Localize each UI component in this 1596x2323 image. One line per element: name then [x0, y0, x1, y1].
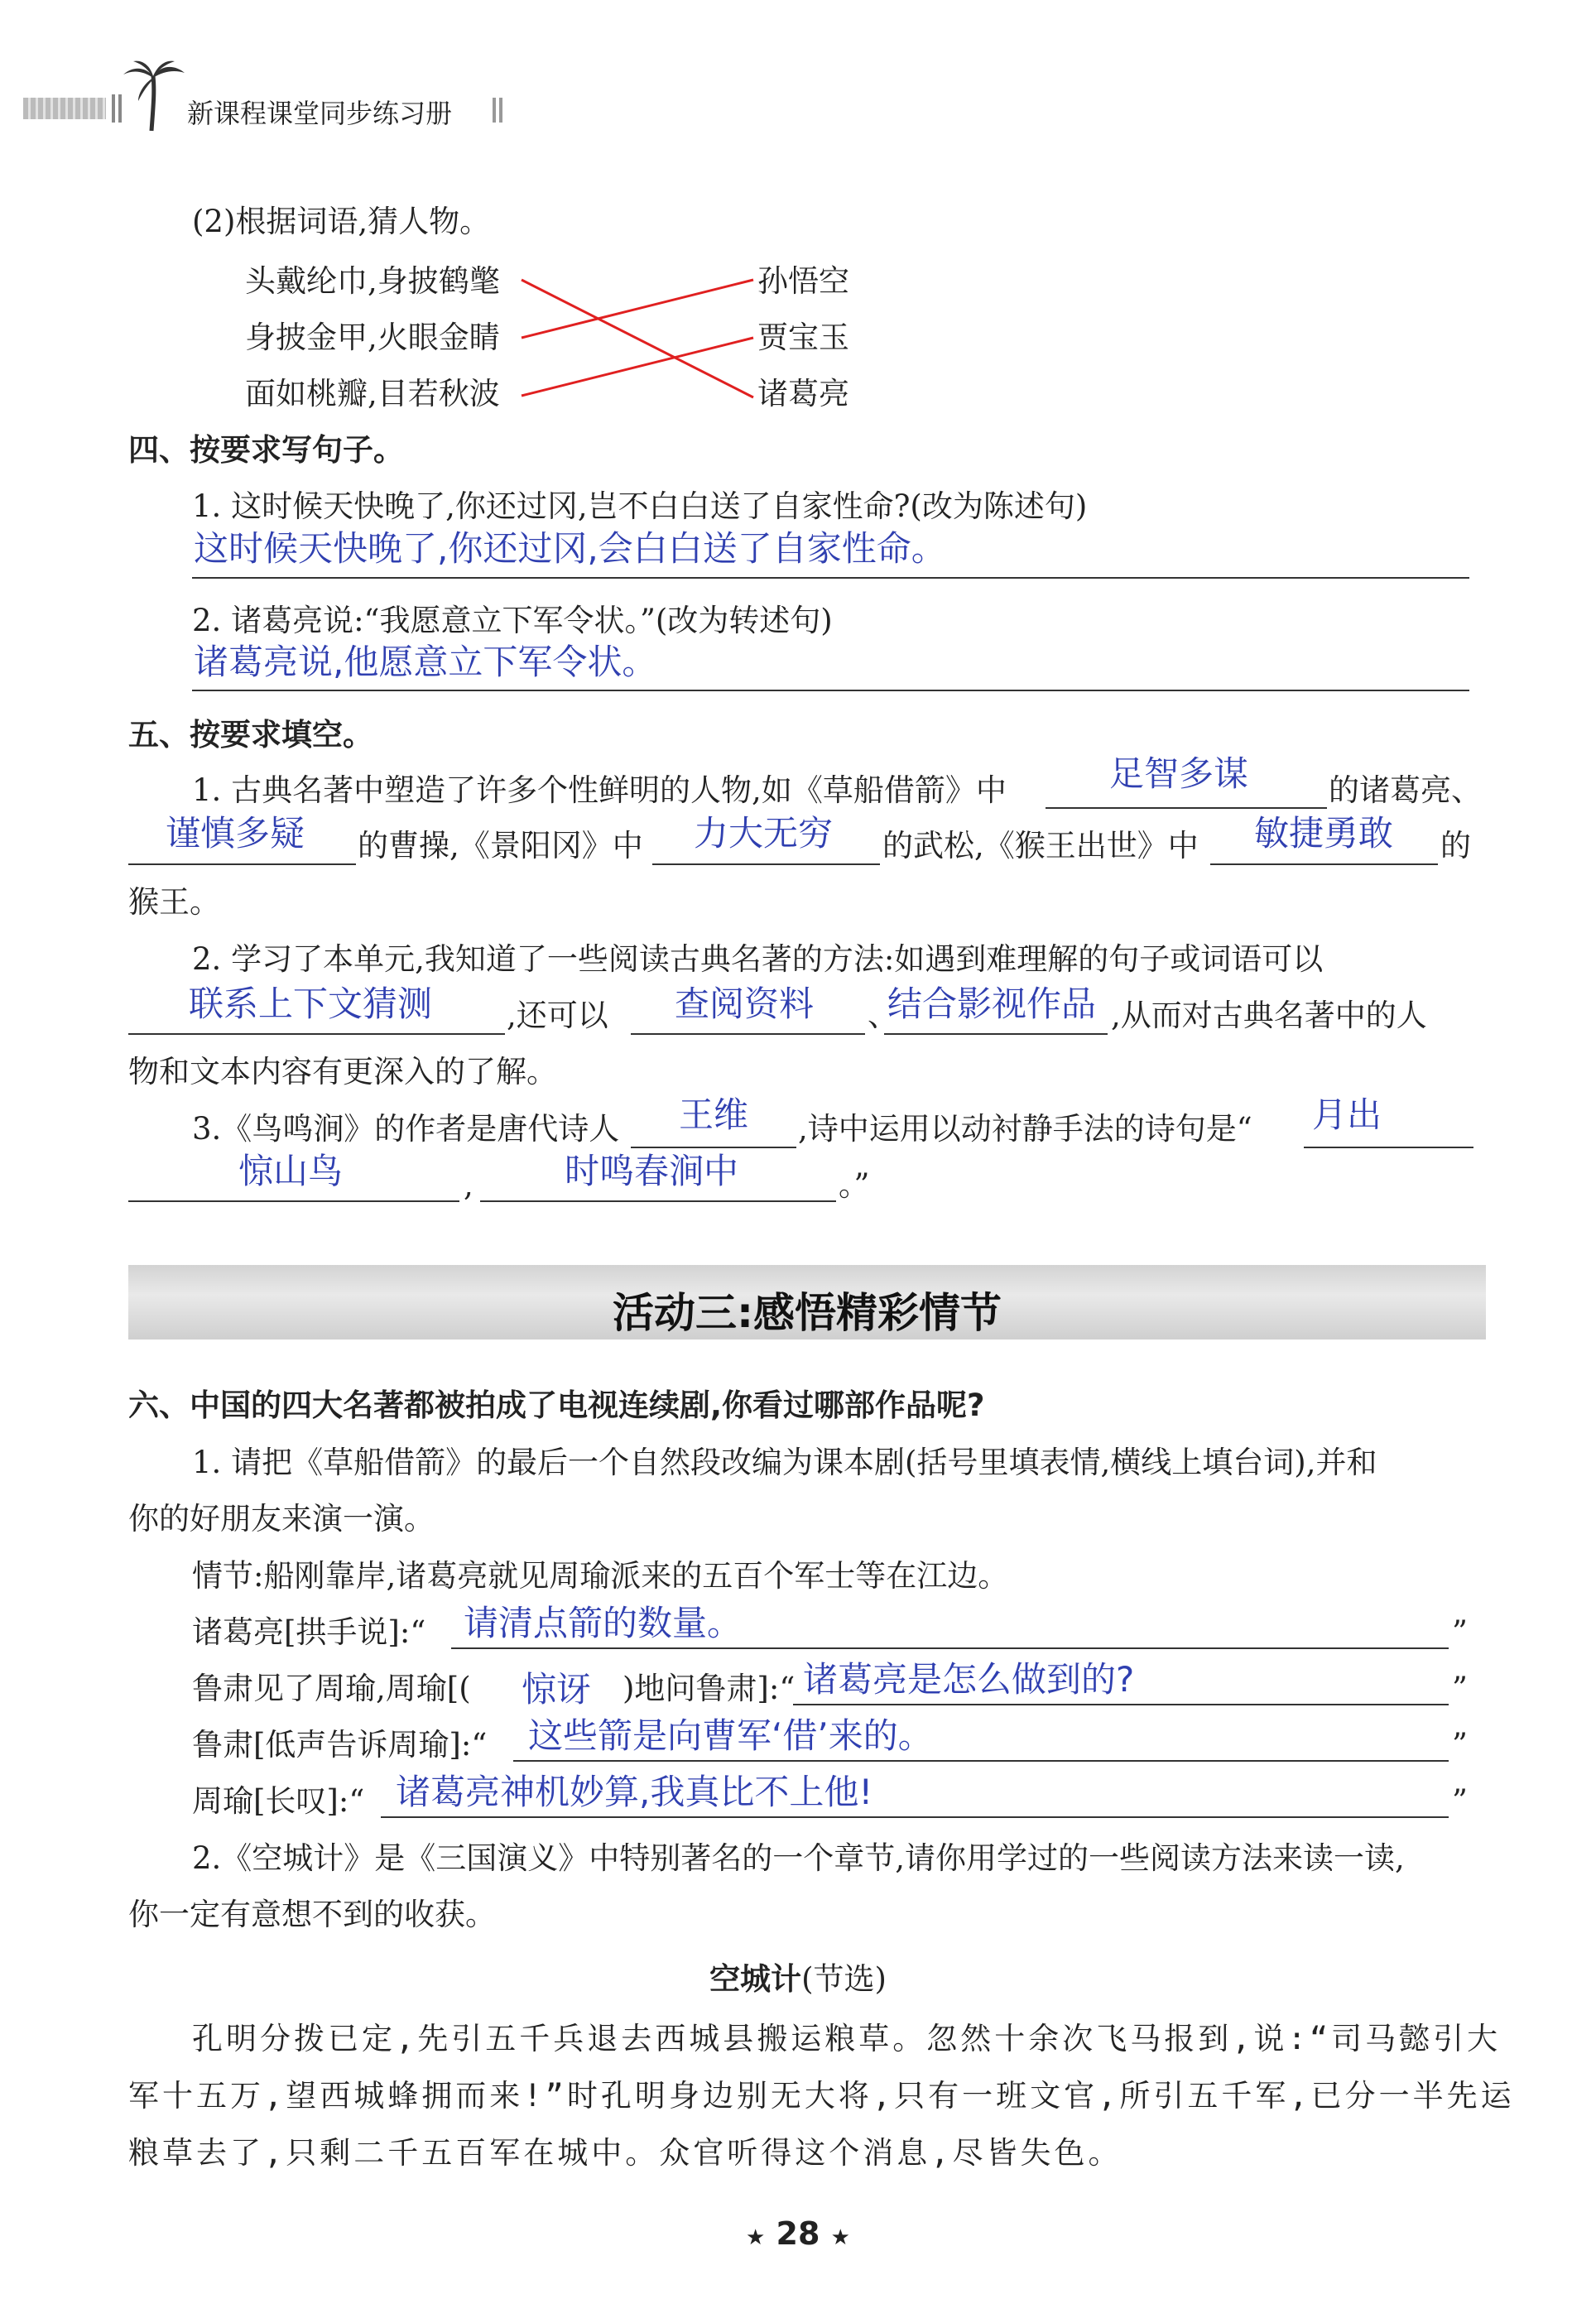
close-quote: ” — [1452, 1727, 1468, 1763]
blank-line — [128, 863, 356, 865]
question-text: 1. 这时候天快晚了,你还过冈,岂不白白送了自家性命?(改为陈述句) — [192, 488, 1088, 524]
handwritten-answer: 诸葛亮神机妙算,我真比不上他! — [396, 1772, 873, 1812]
answer-line — [192, 577, 1469, 579]
close-quote: ” — [1452, 1783, 1468, 1819]
blank-line — [631, 1033, 865, 1035]
match-left-item: 头戴纶巾,身披鹤氅 — [245, 263, 500, 299]
section-heading: 六、中国的四大名著都被拍成了电视连续剧,你看过哪部作品呢? — [128, 1388, 985, 1423]
blank-line — [128, 1033, 505, 1035]
handwritten-answer: 王维 — [679, 1094, 749, 1135]
question-text: 2. 诸葛亮说:“我愿意立下军令状。”(改为转述句) — [192, 603, 833, 638]
book-title: 新课程课堂同步练习册 — [187, 98, 453, 129]
question-text: 3.《鸟鸣涧》的作者是唐代诗人 — [192, 1111, 620, 1147]
star-icon: ★ — [746, 2225, 766, 2250]
excerpt-line: 粮草去了,只剩二千五百军在城中。众官听得这个消息,尽皆失色。 — [128, 2135, 1122, 2171]
answer-line — [513, 1760, 1449, 1762]
excerpt-subtitle: (节选) — [801, 1961, 887, 1997]
question-text: 、 — [868, 998, 898, 1033]
handwritten-answer: 力大无穷 — [694, 813, 834, 854]
question-text: ,从而对古典名著中的人 — [1111, 998, 1427, 1033]
header-divider — [493, 98, 496, 123]
header-divider — [112, 94, 115, 123]
question-text: ,还可以 — [507, 998, 608, 1033]
question-text: 的诸葛亮、 — [1329, 772, 1482, 808]
match-right-item: 诸葛亮 — [757, 376, 849, 411]
handwritten-answer: 诸葛亮说,他愿意立下军令状。 — [194, 642, 657, 682]
section-heading: 四、按要求写句子。 — [128, 432, 404, 468]
handwritten-answer: 惊讶 — [522, 1669, 592, 1710]
question-text: 的曹操,《景阳冈》中 — [358, 828, 643, 863]
palm-tree-icon — [120, 58, 186, 132]
question-text: 。” — [839, 1167, 870, 1203]
handwritten-answer: 联系上下文猜测 — [189, 984, 433, 1024]
handwritten-answer: 时鸣春涧中 — [565, 1151, 739, 1191]
handwritten-answer: 足智多谋 — [1109, 753, 1249, 794]
blank-line — [652, 863, 880, 865]
dialogue-label: 鲁肃[低声告诉周瑜]:“ — [192, 1727, 488, 1763]
handwritten-answer: 结合影视作品 — [887, 984, 1097, 1024]
question-text: ,诗中运用以动衬静手法的诗句是“ — [798, 1111, 1252, 1147]
blank-line — [1304, 1147, 1473, 1148]
question-text: 物和文本内容有更深入的了解。 — [128, 1054, 557, 1089]
handwritten-answer: 月出 — [1312, 1094, 1382, 1135]
blank-line — [128, 1200, 459, 1202]
handwritten-answer: 惊山鸟 — [238, 1151, 344, 1191]
handwritten-answer: 敏捷勇敢 — [1254, 813, 1394, 854]
handwritten-answer: 查阅资料 — [675, 984, 815, 1024]
section-heading: 五、按要求填空。 — [128, 717, 373, 753]
handwritten-answer: 这时候天快晚了,你还过冈,会白白送了自家性命。 — [194, 528, 946, 569]
question-text: 1. 古典名著中塑造了许多个性鲜明的人物,如《草船借箭》中 — [192, 772, 1007, 808]
answer-line — [192, 690, 1469, 691]
answer-line — [793, 1704, 1449, 1705]
dialogue-label: 周瑜[长叹]:“ — [192, 1783, 365, 1819]
dialogue-label: 诸葛亮[拱手说]:“ — [192, 1614, 426, 1650]
question-text: 2. 学习了本单元,我知道了一些阅读古典名著的方法:如遇到难理解的句子或词语可以 — [192, 941, 1324, 977]
match-left-item: 面如桃瓣,目若秋波 — [245, 376, 500, 411]
match-lines — [497, 265, 762, 414]
header-divider — [499, 98, 502, 123]
excerpt-title: 空城计 — [709, 1961, 802, 1997]
activity-title: 活动三:感悟精彩情节 — [613, 1289, 1002, 1337]
dialogue-label: 鲁肃见了周瑜,周瑜[( — [192, 1671, 471, 1706]
match-left-item: 身披金甲,火眼金睛 — [245, 320, 500, 355]
match-right-item: 贾宝玉 — [757, 320, 849, 355]
plot-text: 情节:船刚靠岸,诸葛亮就见周瑜派来的五百个军士等在江边。 — [192, 1558, 1009, 1594]
handwritten-answer: 谨慎多疑 — [166, 813, 305, 854]
answer-line — [381, 1816, 1449, 1818]
handwritten-answer: 诸葛亮是怎么做到的? — [803, 1659, 1135, 1700]
close-quote: ” — [1452, 1671, 1468, 1706]
blank-line — [884, 1033, 1108, 1035]
star-icon: ★ — [830, 2225, 850, 2250]
question-text: 猴王。 — [128, 884, 220, 920]
blank-line — [1210, 863, 1438, 865]
question-text: 的武松,《猴王出世》中 — [882, 828, 1199, 863]
question-text: 你一定有意想不到的收获。 — [128, 1897, 496, 1932]
excerpt-line: 孔明分拨已定,先引五千兵退去西城县搬运粮草。忽然十余次飞马报到,说:“司马懿引大 — [192, 2021, 1502, 2056]
activity-banner — [128, 1265, 1486, 1339]
question-text: , — [464, 1167, 474, 1203]
dialogue-label: )地问鲁肃]:“ — [623, 1671, 796, 1706]
question-text: 1. 请把《草船借箭》的最后一个自然段改编为课本剧(括号里填表情,横线上填台词),并和 — [192, 1445, 1377, 1480]
answer-line — [451, 1647, 1449, 1649]
match-right-item: 孙悟空 — [757, 263, 849, 299]
page-number: 28 — [776, 2215, 820, 2252]
close-quote: ” — [1452, 1614, 1468, 1650]
blank-line — [480, 1200, 836, 1202]
question-text: 2.《空城计》是《三国演义》中特别著名的一个章节,请你用学过的一些阅读方法来读一读, — [192, 1840, 1405, 1876]
page-number-row — [0, 2215, 1596, 2252]
question-text: 的 — [1440, 828, 1471, 863]
blank-line — [631, 1147, 796, 1148]
handwritten-answer: 这些箭是向曹军‘借’来的。 — [528, 1715, 933, 1756]
match-prompt: (2)根据词语,猜人物。 — [192, 204, 491, 239]
question-text: 你的好朋友来演一演。 — [128, 1501, 435, 1537]
header-decor-bar — [23, 98, 106, 119]
excerpt-title-row — [0, 1954, 1596, 1998]
handwritten-answer: 请清点箭的数量。 — [464, 1603, 743, 1643]
blank-line — [1046, 807, 1327, 809]
excerpt-line: 军十五万,望西城蜂拥而来!”时孔明身边别无大将,只有一班文官,所引五千军,已分一半先运 — [128, 2078, 1515, 2114]
